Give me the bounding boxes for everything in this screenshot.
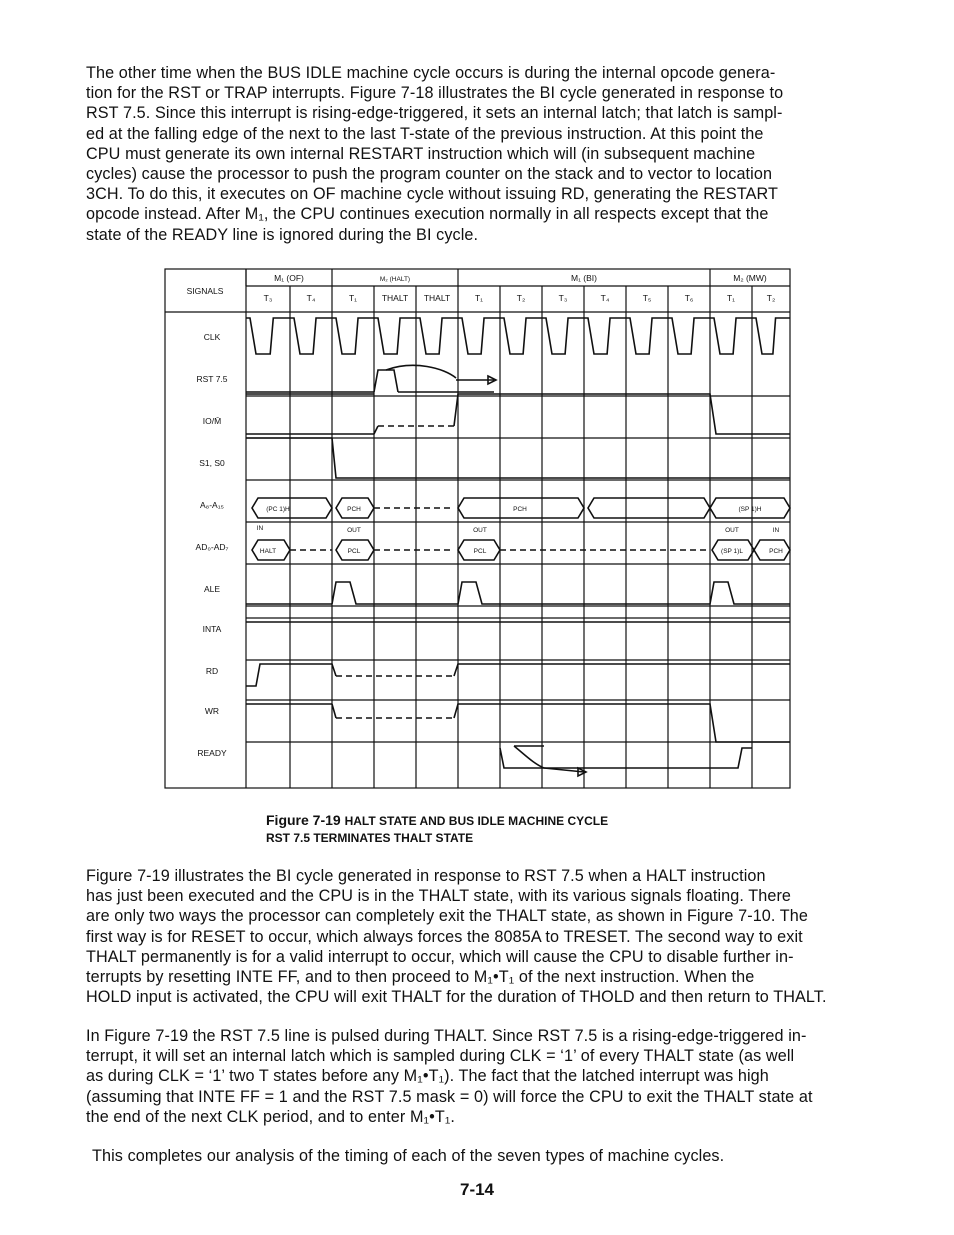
signal-label: ALE xyxy=(203,584,221,594)
machine-cycle-label: M₂ (HALT) xyxy=(379,276,411,283)
clk-waveform xyxy=(246,318,790,354)
rst-sample-arrow xyxy=(386,365,456,378)
t-state-label: T₃ xyxy=(263,293,273,303)
rst-pulse xyxy=(374,370,398,392)
text-line: cycles) cause the processor to push the program counter on the stack and to vector to location xyxy=(86,165,773,184)
machine-cycle-label: M₁ (OF) xyxy=(274,273,304,283)
t-state-label: T₂ xyxy=(766,293,776,303)
rd-waveform xyxy=(246,664,336,686)
text-line: ed at the falling edge of the next to the last T-state of the previous instruction. At this point the xyxy=(86,124,764,143)
machine-cycle-label: M₂ (MW) xyxy=(733,273,767,283)
io-float xyxy=(374,426,378,434)
ready-sample xyxy=(514,746,544,768)
text-line: Figure 7-19 illustrates the BI cycle generated in response to RST 7.5 when a HALT instruction xyxy=(86,867,766,885)
figure-caption xyxy=(266,812,608,846)
text-line: In Figure 7-19 the RST 7.5 line is pulsed during THALT. Since RST 7.5 is a rising-edge-triggered in- xyxy=(86,1027,807,1045)
bus-label: PCH xyxy=(347,506,361,513)
bus-label: IN xyxy=(772,527,780,534)
page-number: 7-14 xyxy=(459,1180,495,1199)
t-state-label: T₃ xyxy=(558,293,568,303)
signal-label: IO/M̄ xyxy=(202,416,222,426)
text-line: state of the READY line is ignored during the BI cycle. xyxy=(86,225,479,244)
text-line: CPU must generate its own internal RESTART instruction which will (in subsequent machine xyxy=(86,144,756,163)
text-line: terrupts by resetting INTE FF, and to then proceed to M₁•T₁ of the next instruction. When the xyxy=(86,968,755,987)
text-line: RST 7.5. Since this interrupt is rising-edge-triggered, it sets an internal latch; that latch is sampl- xyxy=(86,104,783,123)
figure-number: Figure 7-19 xyxy=(266,812,341,828)
bus-a-pch-3 xyxy=(588,498,710,518)
signal-label: INTA xyxy=(202,624,222,634)
text-line: the end of the next CLK period, and to enter M₁•T₁. xyxy=(86,1107,456,1126)
bus-label: IN xyxy=(256,525,264,532)
signals-header: SIGNALS xyxy=(186,286,224,296)
signal-label: S1, S0 xyxy=(199,458,225,468)
bus-label: OUT xyxy=(473,527,487,534)
text-line: This completes our analysis of the timing of each of the seven types of machine cycles. xyxy=(92,1147,725,1165)
signal-label: CLK xyxy=(203,332,221,342)
caption-line-1: HALT STATE AND BUS IDLE MACHINE CYCLE xyxy=(344,814,609,828)
text-line: The other time when the BUS IDLE machine cycle occurs is during the internal opcode genera- xyxy=(86,64,776,82)
text-line: first way is for RESET to occur, which always forces the 8085A to TRESET. The second way to exit xyxy=(86,927,803,946)
bus-label: (SP 1)L xyxy=(721,548,743,555)
text-line: opcode instead. After M₁, the CPU continues execution normally in all respects except that the xyxy=(86,205,769,224)
text-line: as during CLK = ‘1’ two T states before any M₁•T₁). The fact that the latched interrupt was high xyxy=(86,1067,769,1086)
signal-label: READY xyxy=(197,748,227,758)
t-state-label: THALT xyxy=(423,293,451,303)
t-state-label: T₁ xyxy=(474,293,484,303)
io-high xyxy=(454,394,790,434)
signal-label: A₈-A₁₅ xyxy=(200,500,224,510)
bus-label: PCL xyxy=(473,548,487,555)
intro-paragraph xyxy=(86,63,878,245)
closing-paragraph xyxy=(92,1146,872,1166)
timing-diagram xyxy=(164,268,794,790)
body-paragraph-3 xyxy=(86,1026,878,1127)
text-line: (assuming that INTE FF = 1 and the RST 7.5 mask = 0) will force the CPU to exit the THALT state at xyxy=(86,1087,813,1106)
bus-label: (PC 1)H xyxy=(266,506,290,513)
signal-label: RD xyxy=(205,666,219,676)
s-low xyxy=(332,438,790,478)
text-line: THALT permanently is for a valid interrupt to occur, which will cause the CPU to disable further in- xyxy=(86,947,794,966)
t-state-label: T₁ xyxy=(726,293,736,303)
t-state-label: THALT xyxy=(381,293,409,303)
text-line: terrupt, it will set an internal latch which is sampled during CLK = ‘1’ of every THALT state (as well xyxy=(86,1047,795,1066)
ale-waveform xyxy=(332,582,790,604)
text-line: has just been executed and the CPU is in the THALT state, with its various signals floating. There xyxy=(86,887,792,906)
signal-label: RST 7.5 xyxy=(196,374,228,384)
caption-line-2: RST 7.5 TERMINATES THALT STATE xyxy=(266,831,474,845)
bus-label: PCL xyxy=(347,548,361,555)
text-line: HOLD input is activated, the CPU will exit THALT for the duration of THOLD and then return to THALT. xyxy=(86,988,827,1007)
signal-label: AD₀-AD₇ xyxy=(195,542,229,552)
bus-label: PCH xyxy=(769,548,783,555)
t-state-label: T₅ xyxy=(642,293,652,303)
bus-label: (SP 1)H xyxy=(738,506,762,513)
ready-rise xyxy=(710,748,752,768)
text-line: tion for the RST or TRAP interrupts. Figure 7-18 illustrates the BI cycle generated in response to xyxy=(86,84,784,103)
text-line: 3CH. To do this, it executes on OF machine cycle without issuing RD, generating the RESTART xyxy=(86,185,778,204)
t-state-label: T₁ xyxy=(348,293,358,303)
machine-cycle-label: M₁ (BI) xyxy=(570,273,598,283)
t-state-label: T₆ xyxy=(684,293,694,303)
bus-label: PCH xyxy=(513,506,527,513)
rd-high xyxy=(454,664,790,676)
wr-float xyxy=(332,704,336,718)
signal-label: WR xyxy=(204,706,220,716)
text-line: are only two ways the processor can completely exit the THALT state, as shown in Figure 7-10. The xyxy=(86,907,808,926)
t-state-label: T₂ xyxy=(516,293,526,303)
body-paragraph-2 xyxy=(86,866,878,1007)
bus-a-pch-h xyxy=(252,498,332,518)
bus-label: OUT xyxy=(347,527,361,534)
t-state-label: T₄ xyxy=(306,293,316,303)
wr-waveform xyxy=(454,704,790,742)
bus-label: HALT xyxy=(259,548,277,555)
bus-label: OUT xyxy=(725,527,739,534)
t-state-label: T₄ xyxy=(600,293,610,303)
